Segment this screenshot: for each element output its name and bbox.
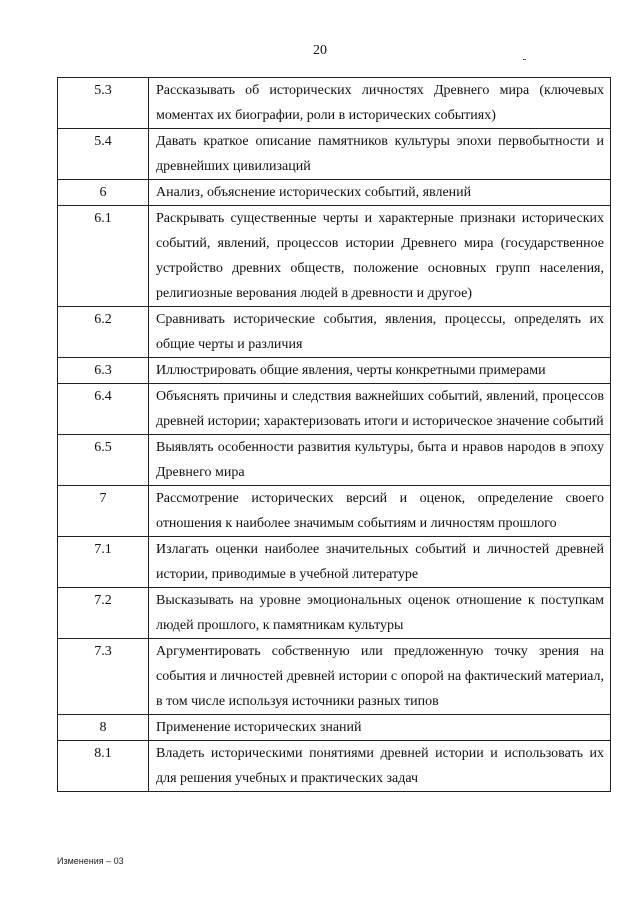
row-text: Анализ, объяснение исторических событий, явлений [149,180,611,206]
table-row [58,78,611,129]
revision-note: Изменения – 03 [57,856,124,866]
table-row [58,486,611,537]
row-text: Давать краткое описание памятников культуры эпохи первобытности и древнейших цивилизаций [149,129,611,180]
row-text: Выявлять особенности развития культуры, быта и нравов народов в эпоху Древнего мира [149,435,611,486]
table-row [58,715,611,741]
table-row [58,537,611,588]
row-text: Аргументировать собственную или предложенную точку зрения на события и личностей древней истории с опорой на фактический материал, в том числе используя источники разных типов [149,639,611,715]
row-code: 8.1 [58,741,149,792]
row-code: 7.1 [58,537,149,588]
table-row [58,180,611,206]
row-code: 8 [58,715,149,741]
row-code: 5.4 [58,129,149,180]
row-text: Раскрывать существенные черты и характерные признаки исторических событий, явлений, процессов истории Древнего мира (государственное устройство древних обществ, положение основных групп населения, религиозные верования людей в древности и другое) [149,206,611,307]
row-text: Применение исторических знаний [149,715,611,741]
row-text: Излагать оценки наиболее значительных событий и личностей древней истории, приводимые в учебной литературе [149,537,611,588]
table-row [58,384,611,435]
table-row [58,358,611,384]
row-code: 6.5 [58,435,149,486]
row-text: Рассказывать об исторических личностях Древнего мира (ключевых моментах их биографии, роли в исторических событиях) [149,78,611,129]
table-row [58,741,611,792]
row-text: Высказывать на уровне эмоциональных оценок отношение к поступкам людей прошлого, к памятникам культуры [149,588,611,639]
table-row [58,639,611,715]
page-number: 20 [313,43,327,58]
row-code: 6 [58,180,149,206]
row-code: 6.4 [58,384,149,435]
table-row [58,206,611,307]
row-text: Рассмотрение исторических версий и оценок, определение своего отношения к наиболее значимым событиям и личностям прошлого [149,486,611,537]
outcomes-table [57,77,611,792]
row-text: Иллюстрировать общие явления, черты конкретными примерами [149,358,611,384]
row-text: Объяснять причины и следствия важнейших событий, явлений, процессов древней истории; характеризовать итоги и историческое значение событий [149,384,611,435]
row-code: 6.3 [58,358,149,384]
row-code: 5.3 [58,78,149,129]
table-row [58,129,611,180]
row-code: 7.3 [58,639,149,715]
row-text: Сравнивать исторические события, явления, процессы, определять их общие черты и различия [149,307,611,358]
table-row [58,435,611,486]
row-code: 7.2 [58,588,149,639]
row-text: Владеть историческими понятиями древней истории и использовать их для решения учебных и практических задач [149,741,611,792]
row-code: 6.1 [58,206,149,307]
row-code: 7 [58,486,149,537]
scan-mark [523,59,526,60]
row-code: 6.2 [58,307,149,358]
table-row [58,307,611,358]
table-row [58,588,611,639]
